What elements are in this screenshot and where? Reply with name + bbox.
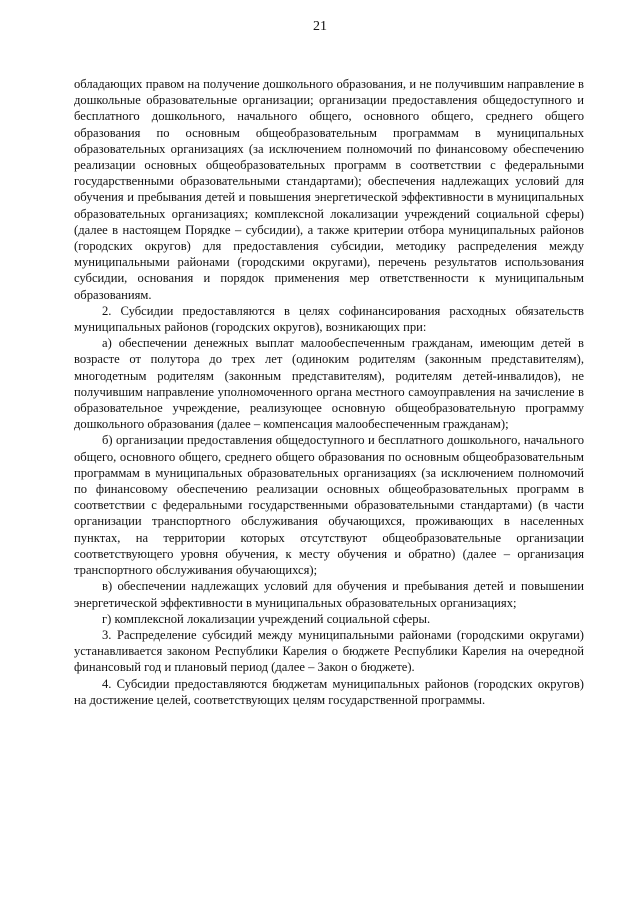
paragraph-item-a: а) обеспечении денежных выплат малообеспеченным гражданам, имеющим детей в возрасте от полутора до трех лет (одиноким родителям (законным представителям), многодетным родителям (законным представителям), родителям детей-инвалидов), не получившим направление уполномоченного органа местного самоуправления на зачисление в образовательное учреждение, реализующее основную общеобразовательную программу дошкольного образования (далее – компенсация малообеспеченным гражданам); (74, 336, 584, 432)
paragraph-3: 3. Распределение субсидий между муниципальными районами (городскими округами) устанавливается законом Республики Карелия о бюджете Республики Карелия на очередной финансовый год и плановый период (далее – Закон о бюджете). (74, 627, 584, 675)
paragraph-item-v: в) обеспечении надлежащих условий для обучения и пребывания детей и повышении энергетической эффективности в муниципальных образовательных организациях; (74, 579, 584, 610)
paragraph-continuation: обладающих правом на получение дошкольного образования, и не получившим направление в дошкольные образовательные организации; организации предоставления общедоступного и бесплатного дошкольного, начального общего, основного общего, среднего общего образования по основным общеобразовательным программам в муниципальных образовательных организациях (за исключением полномочий по финансовому обеспечению реализации основных общеобразовательных программ в соответствии с федеральными государственными образовательными стандартами); обеспечения надлежащих условий для обучения и пребывания детей и повышения энергетической эффективности в муниципальных образовательных организациях; комплексной локализации учреждений социальной сферы) (далее в настоящем Порядке – субсидии), а также критерии отбора муниципальных районов (городских округов) для предоставления субсидии, методику распределения между муниципальными районами (городскими округами), перечень результатов использования субсидии, основания и порядок применения мер ответственности к муниципальным образованиям. (74, 77, 584, 302)
paragraph-item-g: г) комплексной локализации учреждений социальной сферы. (102, 611, 431, 626)
document-body (74, 76, 584, 708)
paragraph-4: 4. Субсидии предоставляются бюджетам муниципальных районов (городских округов) на достижение целей, соответствующих целям государственной программы. (74, 676, 584, 707)
paragraph-2: 2. Субсидии предоставляются в целях софинансирования расходных обязательств муниципальных районов (городских округов), возникающих при: (74, 303, 584, 335)
page-number: 21 (313, 19, 327, 34)
paragraph-item-b: б) организации предоставления общедоступного и бесплатного дошкольного, начального общего, основного общего, среднего общего образования по основным общеобразовательным программам в муниципальных образовательных организациях (за исключением полномочий по финансовому обеспечению реализации основных общеобразовательных программ в соответствии с федеральными государственными образовательными стандартами) (в части организации транспортного обслуживания обучающихся, проживающих в населенных пунктах, на территории которых отсутствуют общеобразовательные организации соответствующего уровня обучения, к месту обучения и обратно) (далее – организация транспортного обслуживания обучающихся); (74, 433, 584, 578)
